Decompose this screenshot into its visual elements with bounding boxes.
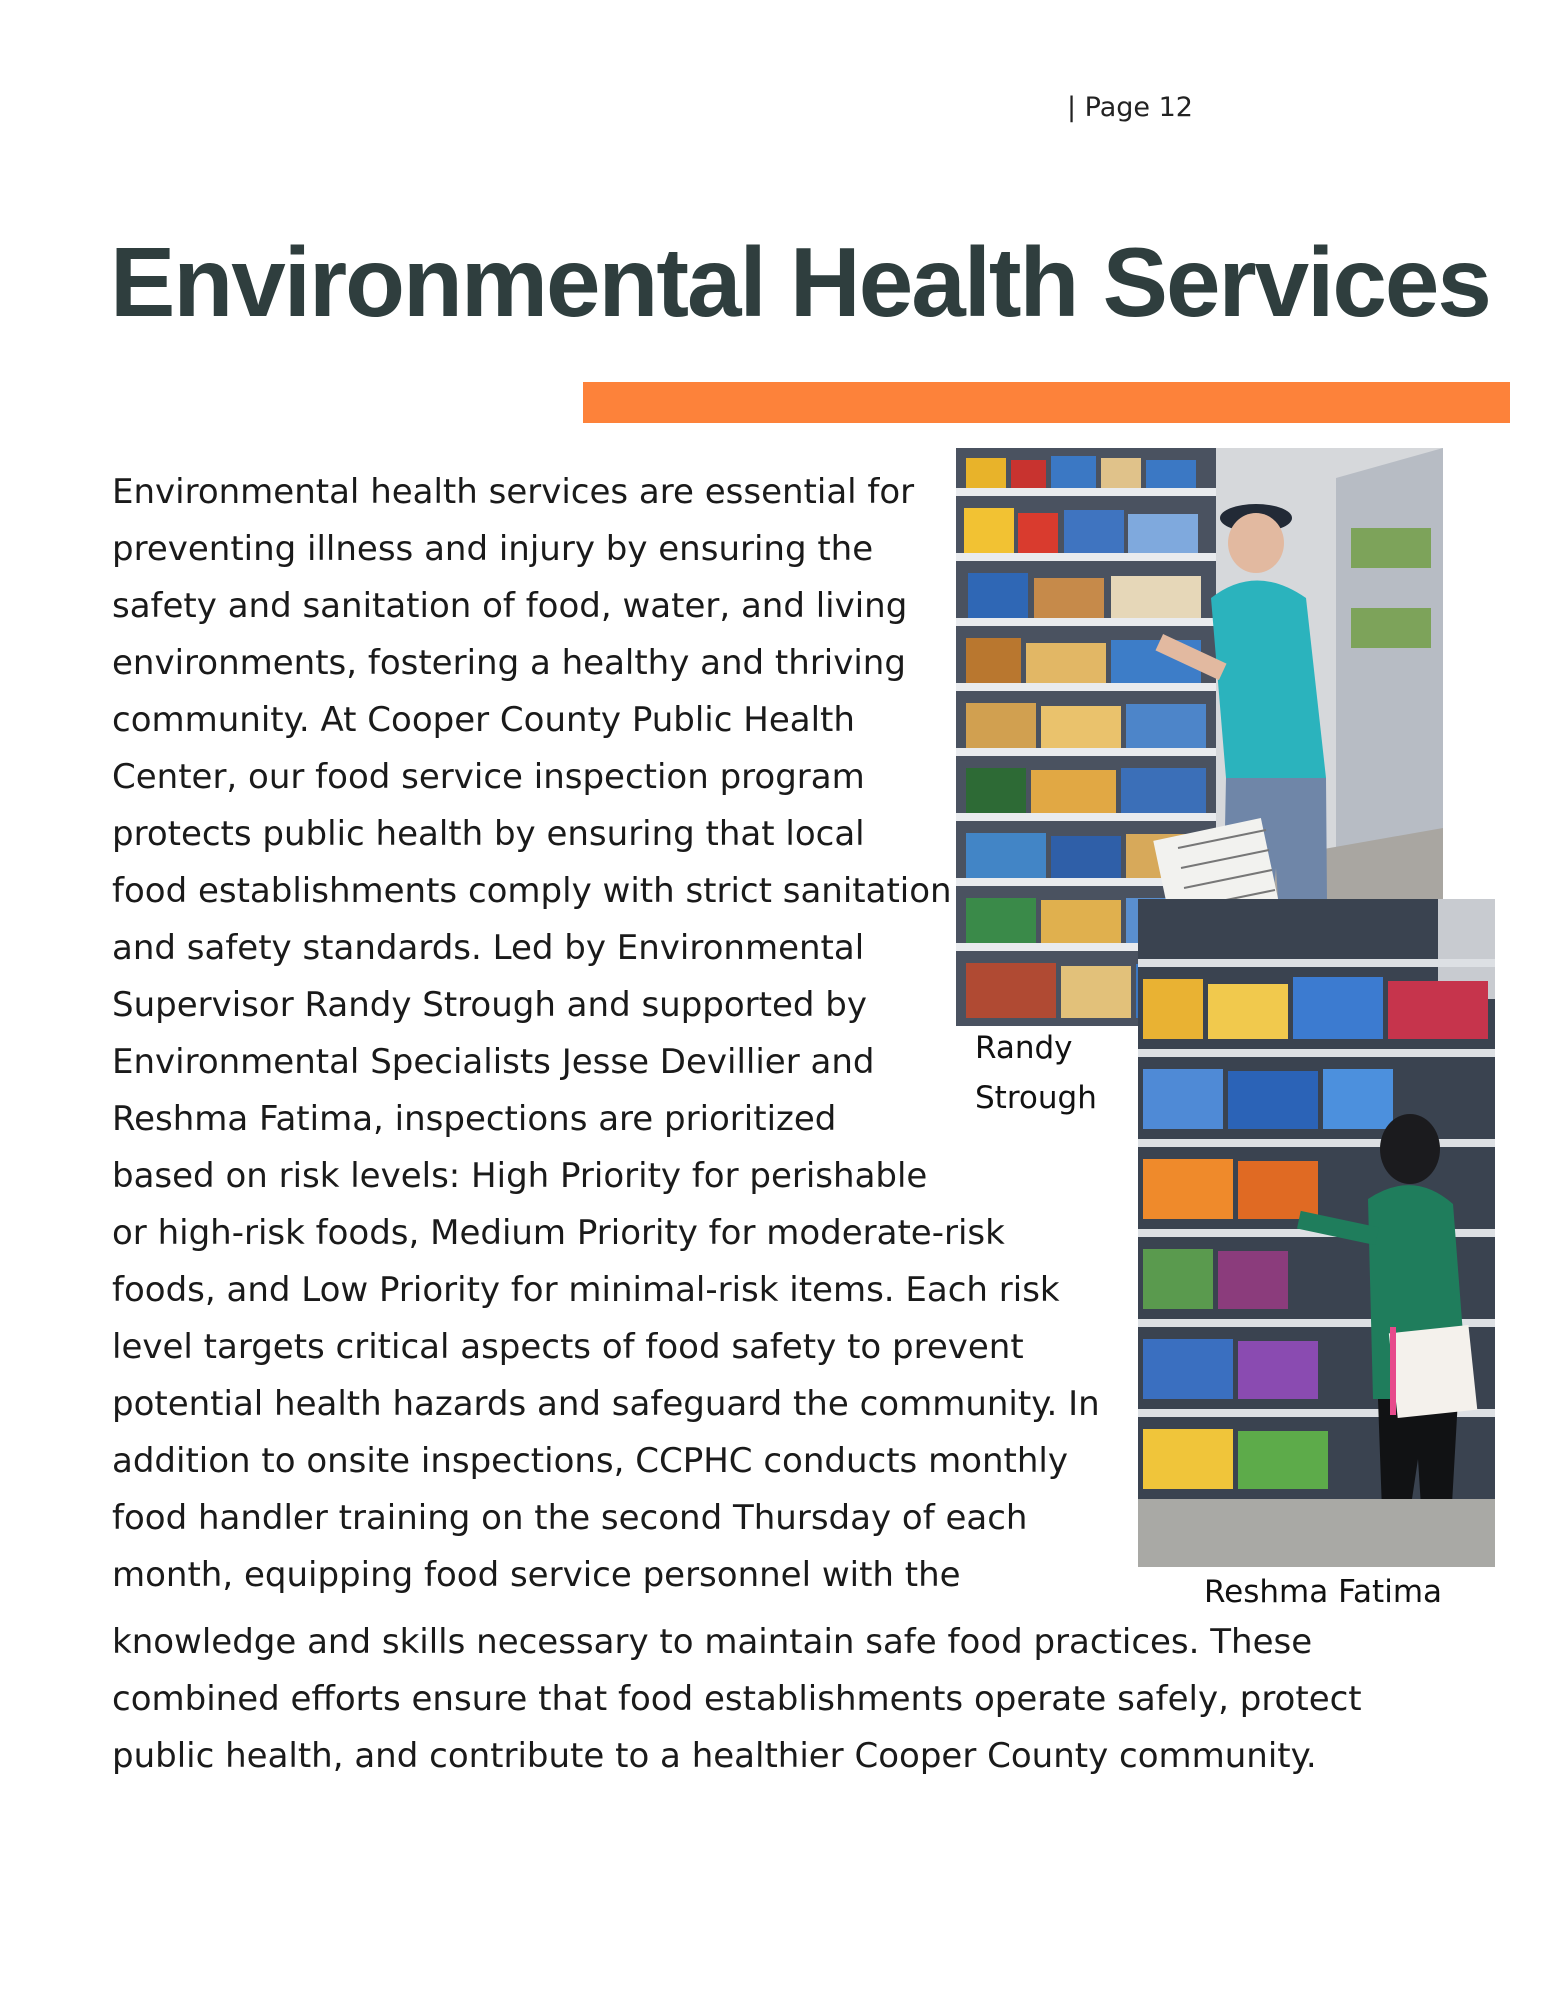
body-line: protects public health by ensuring that local [112,814,865,854]
body-line: Supervisor Randy Strough and supported by [112,985,868,1025]
caption-randy-line2: Strough [975,1080,1097,1116]
body-line: food handler training on the second Thursday of each [112,1498,1028,1538]
body-line: knowledge and skills necessary to maintain safe food practices. These [112,1622,1313,1662]
body-line: preventing illness and injury by ensuring the [112,529,874,569]
body-line: public health, and contribute to a healthier Cooper County community. [112,1736,1317,1776]
body-line: month, equipping food service personnel with the [112,1555,961,1595]
body-paragraph-top [112,464,1100,1604]
body-line: Reshma Fatima, inspections are prioritized [112,1099,837,1139]
accent-bar [583,382,1510,423]
body-paragraph-bottom [112,1614,1362,1785]
photo-reshma-fatima [1138,899,1495,1567]
body-line: Environmental Specialists Jesse Devillier and [112,1042,875,1082]
page-number: | Page 12 [1067,92,1193,123]
body-line: Center, our food service inspection program [112,757,865,797]
body-line: and safety standards. Led by Environmental [112,928,865,968]
body-line: or high-risk foods, Medium Priority for moderate-risk [112,1213,1005,1253]
body-line: food establishments comply with strict sanitation [112,871,952,911]
caption-randy-line1: Randy [975,1030,1073,1066]
body-line: environments, fostering a healthy and thriving [112,643,906,683]
body-line: foods, and Low Priority for minimal-risk items. Each risk [112,1270,1060,1310]
body-line: potential health hazards and safeguard the community. In [112,1384,1100,1424]
body-line: addition to onsite inspections, CCPHC conducts monthly [112,1441,1068,1481]
caption-reshma-fatima: Reshma Fatima [1204,1574,1443,1610]
body-line: community. At Cooper County Public Health [112,700,855,740]
body-line: level targets critical aspects of food safety to prevent [112,1327,1024,1367]
caption-randy-strough [975,1023,1097,1123]
body-line: based on risk levels: High Priority for perishable [112,1156,928,1196]
body-line: Environmental health services are essential for [112,472,915,512]
page-title: Environmental Health Services [110,227,1490,337]
body-line: safety and sanitation of food, water, and living [112,586,908,626]
body-line: combined efforts ensure that food establishments operate safely, protect [112,1679,1362,1719]
